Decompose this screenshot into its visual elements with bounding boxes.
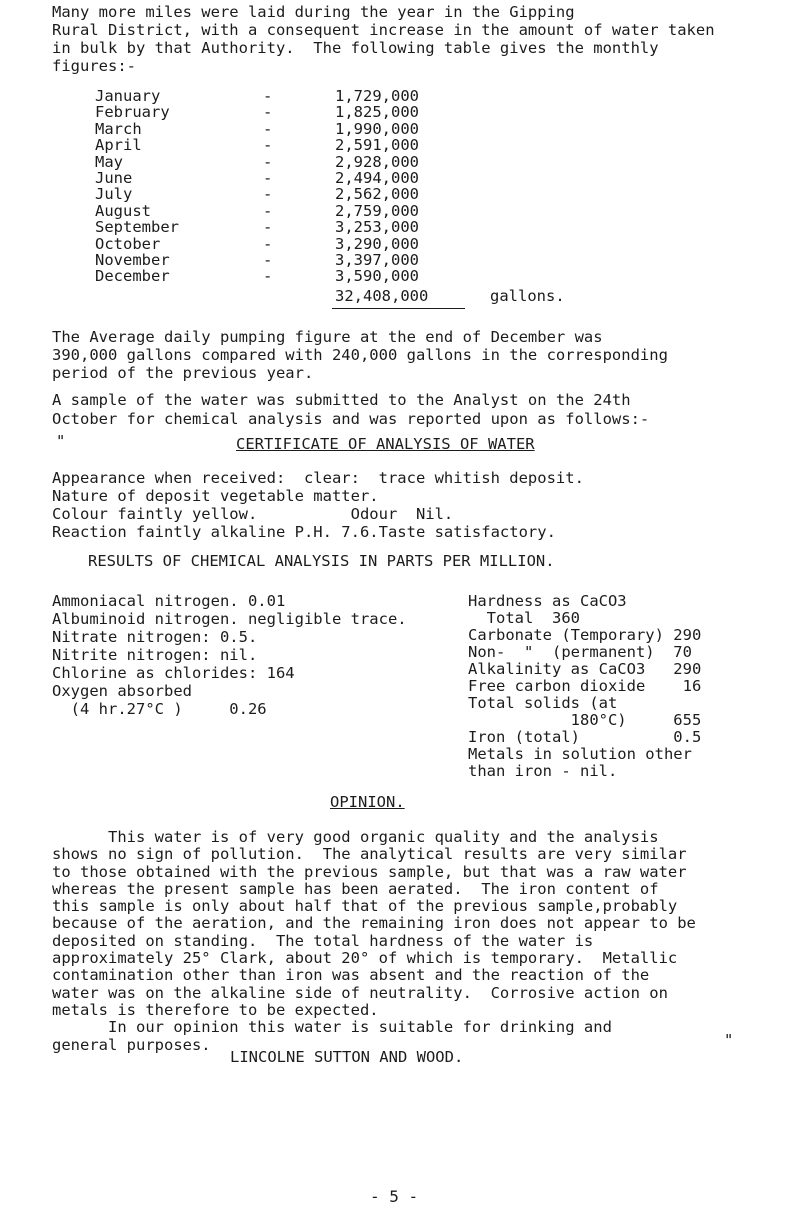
left-result-line: Albuminoid nitrogen. negligible trace. [52,610,407,628]
average-line: period of the previous year. [52,364,314,382]
dash-cell: - [263,267,273,286]
average-line: 390,000 gallons compared with 240,000 gallons in the corresponding [52,346,668,364]
left-result-line: Oxygen absorbed [52,682,192,700]
dash-cell: - [263,87,273,105]
opinion-line: metals is therefore to be expected. [52,1000,379,1019]
month-cell: May [95,152,123,171]
right-result-line: Carbonate (Temporary) 290 [468,626,702,644]
page-number: - 5 - [370,1187,419,1206]
intro-paragraph [52,4,715,76]
left-result-line: Chlorine as chlorides: 164 [52,664,295,682]
value-cell: 3,397,000 [335,251,419,269]
dash-cell: - [263,201,273,220]
right-result-line: than iron - nil. [468,762,618,780]
quote-open: " [56,432,66,450]
appearance-line: Appearance when received: clear: trace whitish deposit. [52,469,584,487]
value-cell: 3,253,000 [335,218,419,237]
right-result-line: Metals in solution other [468,745,692,763]
left-result-line: Nitrite nitrogen: nil. [52,646,258,664]
opinion-line: whereas the present sample has been aerated. The iron content of [52,879,659,898]
appearance-line: Nature of deposit vegetable matter. [52,487,379,505]
dash-cell: - [263,169,273,187]
intro-line: figures:- [52,57,136,75]
intro-line: Rural District, with a consequent increase in the amount of water taken [52,21,715,39]
average-paragraph [52,329,668,383]
right-result-line: 180°C) 655 [468,711,702,729]
value-cell: 1,990,000 [335,119,419,138]
opinion-line: In our opinion this water is suitable for drinking and [52,1018,612,1037]
left-results-column [52,593,407,719]
appearance-block [52,470,584,542]
value-cell: 2,591,000 [335,136,419,155]
opinion-line: shows no sign of pollution. The analytical results are very similar [52,845,687,864]
dash-cell: - [263,251,273,269]
dash-cell: - [263,119,273,138]
dash-cell: - [263,103,273,122]
value-cell: 2,494,000 [335,169,419,187]
sample-paragraph [52,392,649,430]
value-cell: 1,825,000 [335,103,419,122]
value-cell: 2,562,000 [335,185,419,204]
dash-cell: - [263,234,273,253]
value-cell: 1,729,000 [335,87,419,105]
sample-line: October for chemical analysis and was reported upon as follows:- [52,410,650,428]
value-cell: 2,928,000 [335,152,419,171]
left-result-line: Ammoniacal nitrogen. 0.01 [52,592,286,610]
month-cell: August [95,201,151,220]
sample-line: A sample of the water was submitted to the Analyst on the 24th [52,391,631,409]
average-line: The Average daily pumping figure at the end of December was [52,328,603,346]
appearance-line: Reaction faintly alkaline P.H. 7.6.Taste satisfactory. [52,523,556,541]
left-result-line: (4 hr.27°C ) 0.26 [52,700,267,718]
month-cell: October [95,234,161,253]
results-title: RESULTS OF CHEMICAL ANALYSIS IN PARTS PER MILLION. [88,552,555,570]
opinion-line: because of the aeration, and the remaining iron does not appear to be [52,914,696,933]
total-unit: gallons. [490,287,565,305]
opinion-line: This water is of very good organic quality and the analysis [52,828,659,846]
value-cell: 3,590,000 [335,267,419,286]
certificate-title: CERTIFICATE OF ANALYSIS OF WATER [236,435,535,453]
dash-cell: - [263,152,273,171]
right-result-line: Alkalinity as CaCO3 290 [468,660,702,678]
opinion-line: contamination other than iron was absent and the reaction of the [52,966,650,985]
month-cell: January [95,87,161,105]
right-result-line: Iron (total) 0.5 [468,728,702,746]
opinion-line: approximately 25° Clark, about 20° of which is temporary. Metallic [52,949,678,968]
right-result-line: Non- " (permanent) 70 [468,643,692,661]
month-cell: March [95,119,142,138]
total-value: 32,408,000 [335,287,429,305]
month-cell: June [95,169,133,187]
right-result-line: Free carbon dioxide 16 [468,677,702,695]
month-cell: July [95,185,133,204]
quote-close: " [724,1031,734,1049]
right-result-line: Total solids (at [468,694,618,712]
opinion-paragraph [52,829,696,1054]
dash-cell: - [263,218,273,237]
month-cell: February [95,103,170,122]
dash-cell: - [263,185,273,204]
left-result-line: Nitrate nitrogen: 0.5. [52,628,258,646]
right-results-column [468,593,701,780]
opinion-title: OPINION. [330,793,405,811]
value-cell: 2,759,000 [335,201,419,220]
month-cell: December [95,267,170,286]
month-cell: September [95,218,179,237]
opinion-line: deposited on standing. The total hardness of the water is [52,931,594,950]
dash-cell: - [263,136,273,155]
opinion-line: this sample is only about half that of the previous sample,probably [52,897,678,916]
total-double-rule [332,308,465,309]
appearance-line: Colour faintly yellow. Odour Nil. [52,505,454,523]
intro-line: in bulk by that Authority. The following table gives the monthly [52,39,659,57]
right-result-line: Hardness as CaCO3 [468,592,627,610]
intro-line: Many more miles were laid during the year in the Gipping [52,3,575,21]
opinion-line: general purposes. [52,1035,211,1054]
opinion-line: water was on the alkaline side of neutrality. Corrosive action on [52,983,668,1002]
value-cell: 3,290,000 [335,234,419,253]
signature: LINCOLNE SUTTON AND WOOD. [230,1048,464,1066]
right-result-line: Total 360 [468,609,580,627]
month-cell: November [95,251,170,269]
opinion-line: to those obtained with the previous sample, but that was a raw water [52,862,687,881]
month-cell: April [95,136,142,155]
